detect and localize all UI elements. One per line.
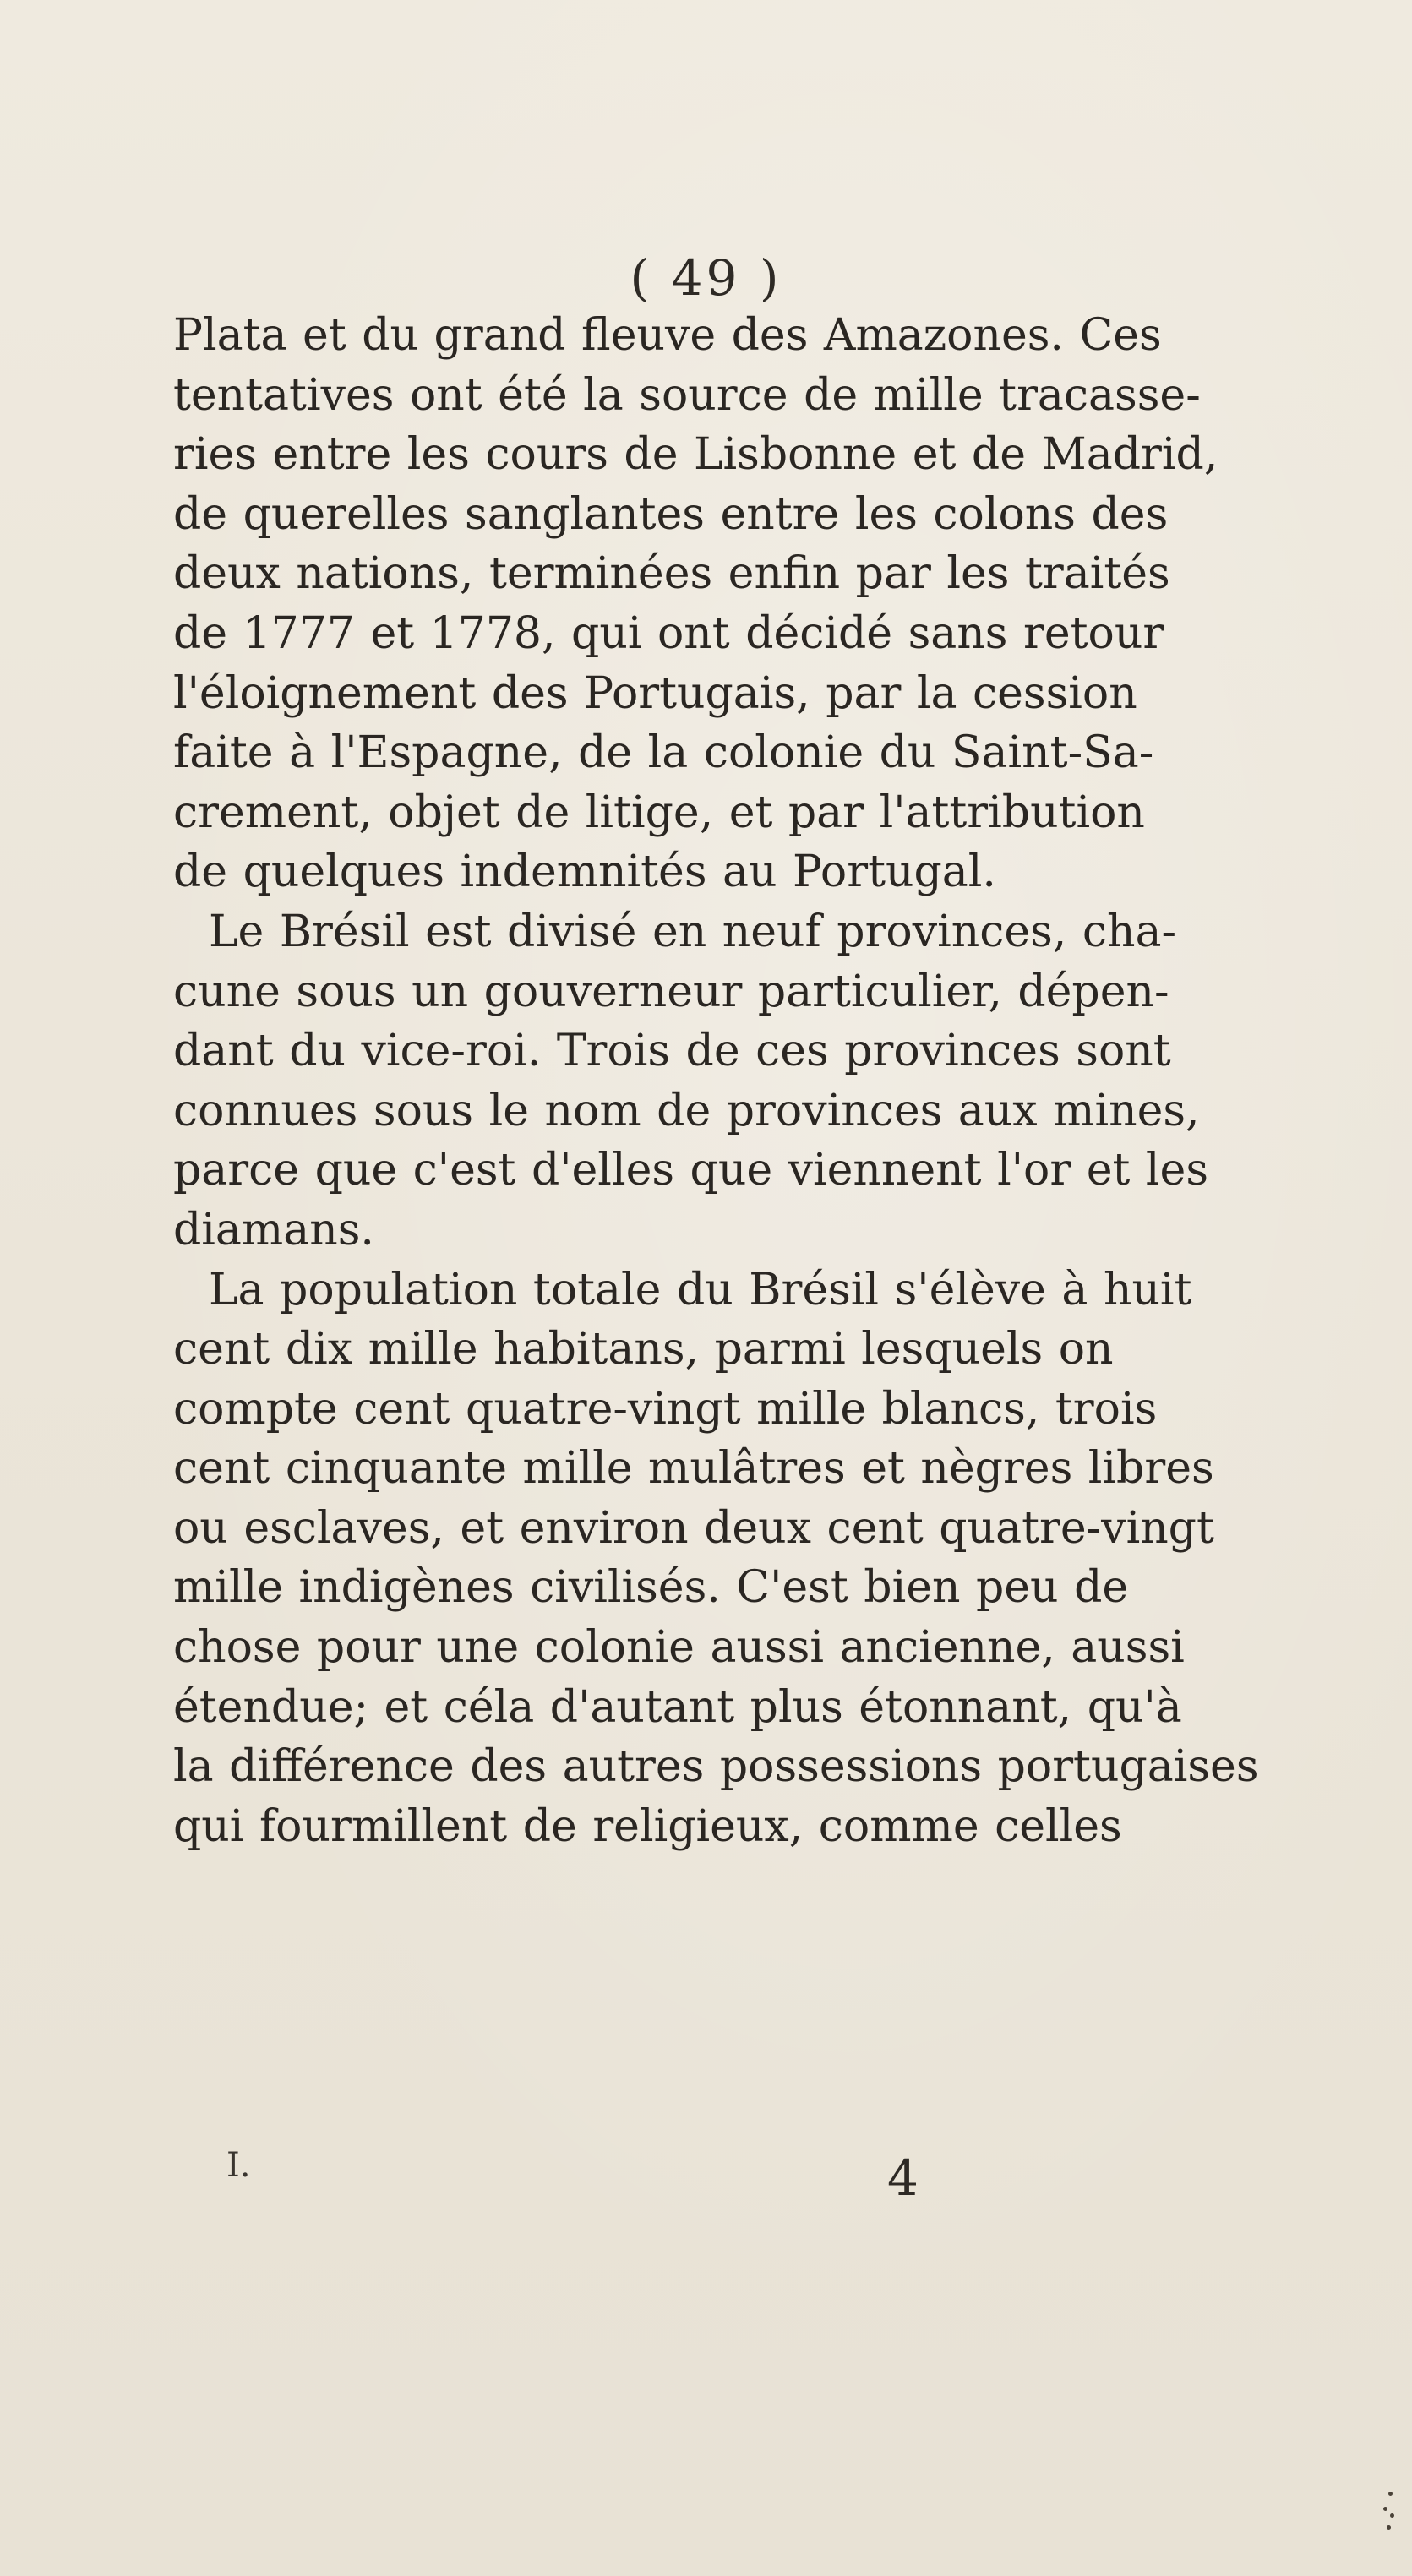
text-line: étendue; et céla d'autant plus étonnant, qu'à bbox=[173, 1681, 1182, 1733]
text-line: deux nations, terminées enfin par les traités bbox=[173, 548, 1170, 600]
page-number: ( 49 ) bbox=[630, 249, 782, 307]
text-line: cune sous un gouverneur particulier, dépen- bbox=[173, 966, 1169, 1017]
paragraph-start-line: La population totale du Brésil s'élève à huit bbox=[209, 1264, 1192, 1315]
text-line: chose pour une colonie aussi ancienne, aussi bbox=[173, 1622, 1185, 1674]
text-line: ou esclaves, et environ deux cent quatre-vingt bbox=[173, 1502, 1214, 1554]
text-line: mille indigènes civilisés. C'est bien peu de bbox=[173, 1562, 1129, 1614]
text-line: crement, objet de litige, et par l'attribution bbox=[173, 787, 1145, 838]
text-line: dant du vice-roi. Trois de ces provinces sont bbox=[173, 1026, 1171, 1077]
text-line: ries entre les cours de Lisbonne et de Madrid, bbox=[173, 429, 1218, 481]
text-line: connues sous le nom de provinces aux mines, bbox=[173, 1085, 1200, 1136]
text-line: cent dix mille habitans, parmi lesquels on bbox=[173, 1324, 1114, 1375]
text-line: diamans. bbox=[173, 1204, 374, 1255]
page-footer bbox=[0, 2134, 1412, 2207]
text-line: parce que c'est d'elles que viennent l'or et les bbox=[173, 1145, 1208, 1196]
sheet-number: 4 bbox=[887, 2149, 919, 2207]
text-line: de querelles sanglantes entre les colons des bbox=[173, 488, 1169, 540]
text-line: de 1777 et 1778, qui ont décidé sans retour bbox=[173, 607, 1164, 659]
text-line: compte cent quatre-vingt mille blancs, trois bbox=[173, 1383, 1158, 1435]
text-line: de quelques indemnités au Portugal. bbox=[173, 847, 996, 898]
text-line: l'éloignement des Portugais, par la cession bbox=[173, 667, 1137, 719]
text-line: qui fourmillent de religieux, comme celles bbox=[173, 1800, 1122, 1852]
text-line: cent cinquante mille mulâtres et nègres libres bbox=[173, 1443, 1214, 1495]
ink-specks bbox=[1382, 2488, 1398, 2539]
text-line: faite à l'Espagne, de la colonie du Saint-Sa- bbox=[173, 727, 1154, 779]
signature-mark: I. bbox=[226, 2146, 251, 2185]
paragraph-start-line: Le Brésil est divisé en neuf provinces, cha- bbox=[209, 906, 1177, 957]
text-line: Plata et du grand fleuve des Amazones. Ces bbox=[173, 310, 1162, 361]
body-text bbox=[173, 306, 1259, 1856]
text-line: tentatives ont été la source de mille tracasse- bbox=[173, 369, 1201, 421]
text-line: la différence des autres possessions portugaises bbox=[173, 1741, 1259, 1793]
